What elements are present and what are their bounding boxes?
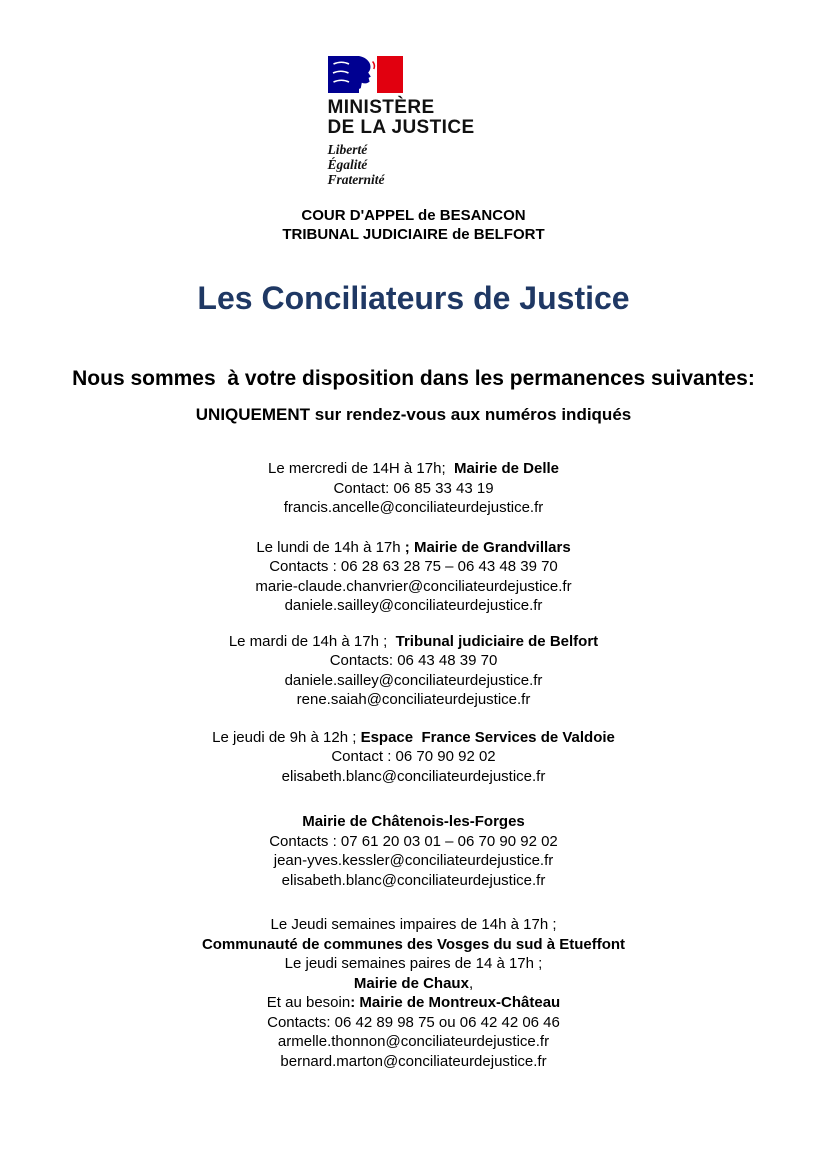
court-appeal-line: COUR D'APPEL de BESANCON	[301, 207, 526, 224]
permanence-block	[0, 632, 827, 710]
permanence-line	[0, 1032, 827, 1052]
court-header	[0, 206, 827, 244]
permanence-line	[0, 935, 827, 955]
flag-red-panel	[377, 56, 403, 93]
permanence-line	[0, 812, 827, 832]
permanence-text: jean-yves.kessler@conciliateurdejustice.fr	[273, 852, 554, 869]
intro-statement: Nous sommes à votre disposition dans les permanences suivantes:	[72, 367, 755, 390]
permanence-text: marie-claude.chanvrier@conciliateurdejustice.fr	[255, 577, 572, 595]
permanence-line	[0, 974, 827, 994]
permanence-text: Le Jeudi semaines impaires de 14h à 17h ;	[270, 916, 557, 933]
permanence-line	[0, 1052, 827, 1072]
flag-blue-panel	[328, 56, 359, 93]
permanence-text: armelle.thonnon@conciliateurdejustice.fr	[277, 1033, 550, 1050]
motto-liberte: Liberté	[327, 142, 368, 157]
permanence-text: Contacts: 06 43 48 39 70	[329, 652, 498, 669]
tribunal-line: TRIBUNAL JUDICIAIRE de BELFORT	[282, 226, 545, 243]
permanence-line	[0, 767, 827, 787]
permanence-line	[0, 671, 827, 691]
permanence-line	[0, 915, 827, 935]
permanence-line	[0, 832, 827, 852]
permanence-line	[0, 993, 827, 1013]
permanence-line	[0, 851, 827, 871]
permanence-line	[0, 871, 827, 891]
marianne-silhouette	[355, 56, 371, 89]
permanence-block	[0, 728, 827, 787]
permanence-text: bernard.marton@conciliateurdejustice.fr	[280, 1052, 547, 1070]
permanence-location: Communauté de communes des Vosges du sud à Etueffont	[201, 935, 626, 953]
ministry-logo	[328, 56, 500, 187]
permanence-line	[0, 1013, 827, 1033]
french-flag-marianne-icon	[328, 56, 403, 93]
permanence-text: Contact : 06 70 90 92 02	[331, 748, 496, 765]
permanence-block	[0, 812, 827, 890]
permanence-line	[0, 954, 827, 974]
ministry-name	[328, 98, 500, 138]
permanence-line	[0, 577, 827, 597]
permanence-text: Contacts : 06 28 63 28 75 – 06 43 48 39 70	[269, 558, 558, 575]
permanence-location: Tribunal judiciaire de Belfort	[395, 632, 599, 650]
motto-egalite: Égalité	[327, 157, 368, 172]
permanence-text: Le mardi de 14h à 17h ;	[228, 632, 396, 650]
permanence-text: Contacts: 06 42 89 98 75 ou 06 42 42 06 46	[267, 1013, 560, 1031]
permanence-block	[0, 459, 827, 518]
permanence-text: daniele.sailley@conciliateurdejustice.fr	[284, 671, 543, 689]
permanence-line	[0, 557, 827, 577]
permanence-text: ,	[468, 974, 474, 992]
permanences-list	[0, 459, 827, 1071]
flag-red-wave	[372, 62, 374, 70]
permanence-location: ; Mairie de Grandvillars	[404, 538, 571, 556]
page-title: Les Conciliateurs de Justice	[197, 280, 630, 316]
permanence-text: Contacts : 07 61 20 03 01 – 06 70 90 92 02	[269, 832, 558, 850]
permanence-line	[0, 651, 827, 671]
permanence-text: elisabeth.blanc@conciliateurdejustice.fr	[281, 871, 546, 889]
appointment-notice: UNIQUEMENT sur rendez-vous aux numéros indiqués	[195, 405, 632, 424]
permanence-line	[0, 479, 827, 499]
permanence-block	[0, 538, 827, 616]
permanence-line	[0, 690, 827, 710]
permanence-location: Mairie de Delle	[453, 460, 559, 477]
permanence-text: Le jeudi semaines paires de 14 à 17h ;	[284, 955, 543, 972]
permanence-text: Le jeudi de 9h à 12h ;	[212, 728, 361, 746]
permanence-line	[0, 747, 827, 767]
permanence-text: rene.saiah@conciliateurdejustice.fr	[296, 691, 531, 708]
permanence-location: Mairie de Chaux	[353, 974, 469, 992]
permanence-line	[0, 632, 827, 652]
permanence-text: Et au besoin	[266, 994, 351, 1011]
permanence-text: daniele.sailley@conciliateurdejustice.fr	[284, 597, 543, 614]
permanence-line	[0, 596, 827, 616]
permanence-line	[0, 459, 827, 479]
permanence-block	[0, 915, 827, 1071]
ministry-name-line2: DE LA JUSTICE	[327, 117, 475, 138]
permanence-line	[0, 728, 827, 748]
permanence-text: francis.ancelle@conciliateurdejustice.fr	[283, 499, 544, 516]
permanence-line	[0, 538, 827, 558]
motto-fraternite: Fraternité	[327, 172, 385, 187]
permanence-line	[0, 498, 827, 518]
permanence-text: Le mercredi de 14H à 17h;	[268, 460, 454, 477]
permanence-location: Espace France Services de Valdoie	[360, 728, 615, 746]
ministry-name-line1: MINISTÈRE	[327, 97, 435, 118]
permanence-text: Le lundi de 14h à 17h	[256, 538, 405, 556]
republic-motto	[328, 142, 500, 187]
permanence-location: : Mairie de Montreux-Château	[350, 994, 561, 1011]
permanence-location: Mairie de Châtenois-les-Forges	[302, 813, 525, 830]
permanence-text: Contact: 06 85 33 43 19	[333, 479, 494, 497]
permanence-text: elisabeth.blanc@conciliateurdejustice.fr	[281, 767, 546, 785]
